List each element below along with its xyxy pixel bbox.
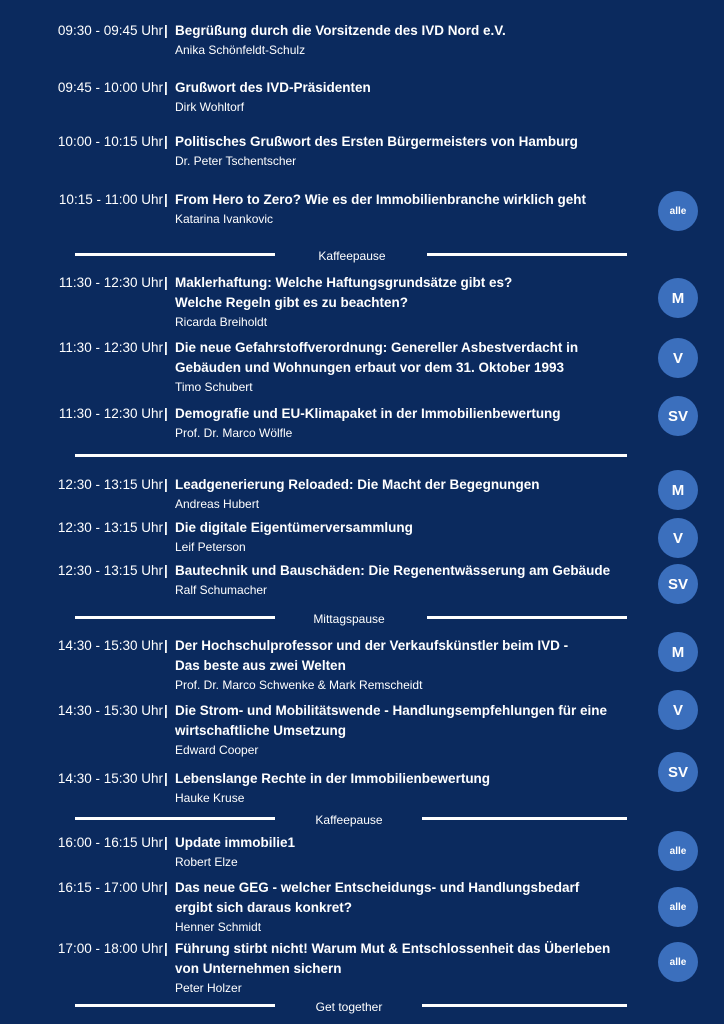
separator: |: [164, 703, 168, 718]
audience-badge: alle: [658, 887, 698, 927]
separator: |: [164, 192, 168, 207]
entry-time: 14:30 - 15:30 Uhr: [57, 703, 163, 718]
entry-title-continued: Gebäuden und Wohnungen erbaut vor dem 31. Oktober 1993: [175, 360, 565, 375]
separator: |: [164, 835, 168, 850]
entry-time: 11:30 - 12:30 Uhr: [58, 340, 163, 355]
entry-time: 11:30 - 12:30 Uhr: [58, 275, 163, 290]
audience-badge: alle: [658, 942, 698, 982]
entry-time: 17:00 - 18:00 Uhr: [57, 941, 163, 956]
break-label: Kaffeepause: [318, 249, 386, 263]
audience-badge: M: [658, 632, 698, 672]
entry-speaker: Timo Schubert: [175, 380, 253, 394]
entry-speaker: Andreas Hubert: [175, 497, 260, 511]
divider-line: [427, 253, 627, 256]
audience-badge: V: [658, 690, 698, 730]
audience-badge: SV: [658, 564, 698, 604]
entry-time: 12:30 - 13:15 Uhr: [57, 563, 163, 578]
separator: |: [164, 520, 168, 535]
separator: |: [164, 23, 168, 38]
entry-title: Bautechnik und Bauschäden: Die Regenentwässerung am Gebäude: [175, 563, 611, 578]
entry-speaker: Katarina Ivankovic: [175, 212, 274, 226]
entry-speaker: Ralf Schumacher: [175, 583, 268, 597]
audience-badge: M: [658, 278, 698, 318]
divider-line: [75, 817, 275, 820]
entry-speaker: Leif Peterson: [175, 540, 246, 554]
entry-title: Maklerhaftung: Welche Haftungsgrundsätze gibt es?: [175, 275, 513, 290]
break-label: Kaffeepause: [315, 813, 383, 827]
entry-speaker: Peter Holzer: [175, 981, 242, 995]
separator: |: [164, 941, 168, 956]
entry-time: 10:00 - 10:15 Uhr: [57, 134, 163, 149]
entry-time: 09:30 - 09:45 Uhr: [57, 23, 163, 38]
entry-title-continued: wirtschaftliche Umsetzung: [175, 723, 347, 738]
entry-speaker: Prof. Dr. Marco Wölfle: [175, 426, 293, 440]
separator: |: [164, 477, 168, 492]
audience-badge: SV: [658, 396, 698, 436]
entry-speaker: Hauke Kruse: [175, 791, 245, 805]
entry-speaker: Prof. Dr. Marco Schwenke & Mark Remscheidt: [175, 678, 423, 692]
entry-title: Demografie und EU-Klimapaket in der Immobilienbewertung: [175, 406, 561, 421]
audience-badge: alle: [658, 191, 698, 231]
entry-title: Politisches Grußwort des Ersten Bürgermeisters von Hamburg: [175, 134, 578, 149]
entry-speaker: Dr. Peter Tschentscher: [175, 154, 297, 168]
entry-title: From Hero to Zero? Wie es der Immobilienbranche wirklich geht: [175, 192, 586, 207]
divider-line: [75, 1004, 275, 1007]
entry-time: 12:30 - 13:15 Uhr: [57, 477, 163, 492]
entry-time: 16:00 - 16:15 Uhr: [57, 835, 163, 850]
separator: |: [164, 563, 168, 578]
audience-badge: alle: [658, 831, 698, 871]
entry-speaker: Henner Schmidt: [175, 920, 262, 934]
entry-speaker: Dirk Wohltorf: [175, 100, 245, 114]
break-label: Mittagspause: [313, 612, 385, 626]
separator: |: [164, 638, 168, 653]
audience-badge: M: [658, 470, 698, 510]
separator: |: [164, 340, 168, 355]
entry-speaker: Ricarda Breiholdt: [175, 315, 268, 329]
separator: |: [164, 771, 168, 786]
entry-title-continued: ergibt sich daraus konkret?: [175, 900, 353, 915]
divider-line: [422, 817, 627, 820]
entry-time: 09:45 - 10:00 Uhr: [57, 80, 163, 95]
separator: |: [164, 80, 168, 95]
entry-title: Die digitale Eigentümerversammlung: [175, 520, 413, 535]
divider-line: [427, 616, 627, 619]
entry-title-continued: Welche Regeln gibt es zu beachten?: [175, 295, 409, 310]
entry-speaker: Anika Schönfeldt-Schulz: [175, 43, 306, 57]
entry-speaker: Robert Elze: [175, 855, 238, 869]
separator: |: [164, 880, 168, 895]
entry-speaker: Edward Cooper: [175, 743, 259, 757]
entry-title: Das neue GEG - welcher Entscheidungs- und Handlungsbedarf: [175, 880, 580, 895]
entry-title-continued: Das beste aus zwei Welten: [175, 658, 346, 673]
divider-line: [75, 616, 275, 619]
entry-title-continued: von Unternehmen sichern: [175, 961, 342, 976]
entry-title: Leadgenerierung Reloaded: Die Macht der Begegnungen: [175, 477, 540, 492]
entry-title: Führung stirbt nicht! Warum Mut & Entschlossenheit das Überleben: [175, 941, 611, 956]
entry-title: Lebenslange Rechte in der Immobilienbewertung: [175, 771, 491, 786]
separator: |: [164, 275, 168, 290]
entry-time: 11:30 - 12:30 Uhr: [58, 406, 163, 421]
entry-time: 16:15 - 17:00 Uhr: [57, 880, 163, 895]
entry-time: 14:30 - 15:30 Uhr: [57, 771, 163, 786]
entry-title: Update immobilie1: [175, 835, 296, 850]
entry-time: 12:30 - 13:15 Uhr: [57, 520, 163, 535]
entry-title: Die neue Gefahrstoffverordnung: Genereller Asbestverdacht in: [175, 340, 579, 355]
entry-title: Die Strom- und Mobilitätswende - Handlungsempfehlungen für eine: [175, 703, 608, 718]
entry-time: 10:15 - 11:00 Uhr: [58, 192, 163, 207]
separator: |: [164, 134, 168, 149]
divider-line: [422, 1004, 627, 1007]
audience-badge: SV: [658, 752, 698, 792]
entry-time: 14:30 - 15:30 Uhr: [57, 638, 163, 653]
divider-line: [75, 454, 627, 457]
entry-title: Begrüßung durch die Vorsitzende des IVD Nord e.V.: [175, 23, 506, 38]
break-label: Get together: [315, 1000, 383, 1014]
separator: |: [164, 406, 168, 421]
divider-line: [75, 253, 275, 256]
audience-badge: V: [658, 518, 698, 558]
entry-title: Der Hochschulprofessor und der Verkaufskünstler beim IVD -: [175, 638, 569, 653]
entry-title: Grußwort des IVD-Präsidenten: [175, 80, 371, 95]
audience-badge: V: [658, 338, 698, 378]
